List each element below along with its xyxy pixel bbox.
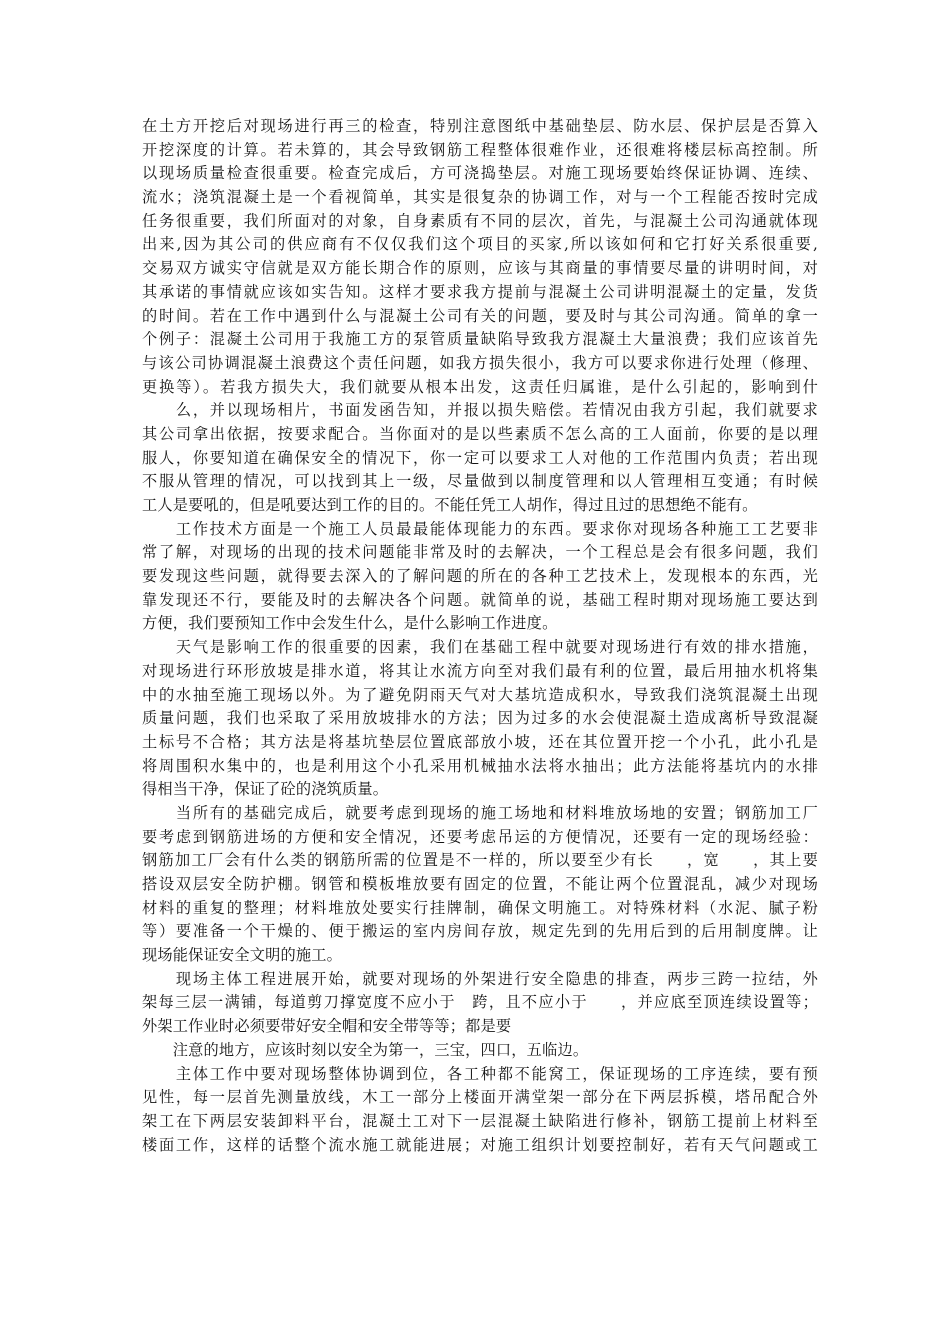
text-line: 不服从管理的情况，可以找到其上一级，尽量做到以制度管理和以人管理相互变通；有时候 [142, 472, 818, 491]
text-line: 工人是要吼的，但是吼要达到工作的目的。不能任凭工人胡作，得过且过的思想绝不能有。 [142, 496, 758, 514]
text-line: 交易双方诚实守信就是双方能长期合作的原则，应该与其商量的事情要尽量的讲明时间，对 [142, 259, 818, 278]
text-line: 在土方开挖后对现场进行再三的检查，特别注意图纸中基础垫层、防水层、保护层是否算入 [142, 117, 818, 135]
text-line: 钢筋加工厂会有什么类的钢筋所需的位置是不一样的，所以要至少有长 ，宽 ，其上要 [142, 851, 818, 870]
text-line: 对现场进行环形放坡是排水道，将其让水流方向至对我们最有利的位置，最后用抽水机将集 [142, 661, 818, 680]
text-line: 架每三层一满铺，每道剪刀撑宽度不应小于 跨，且不应小于 ，并应底至顶连续设置等； [142, 993, 818, 1012]
text-line: 将周围积水集中的，也是利用这个小孔采用机械抽水法将水抽出；此方法能将基坑内的水排 [142, 756, 818, 775]
body-text [142, 115, 818, 1157]
text-line: 以现场质量检查很重要。检查完成后，方可浇捣垫层。对施工现场要始终保证协调、连续、 [142, 164, 818, 183]
text-line: 土标号不合格；其方法是将基坑垫层位置底部放小坡，还在其位置开挖一个小孔，此小孔是 [142, 732, 818, 751]
text-line: 要发现这些问题，就得要去深入的了解问题的所在的各种工艺技术上，发现根本的东西，光 [142, 567, 818, 586]
text-line: 靠发现还不行，要能及时的去解决各个问题。就简单的说，基础工程时期对现场施工要达到 [142, 590, 818, 609]
text-line: 方便，我们要预知工作中会发生什么，是什么影响工作进度。 [142, 614, 558, 633]
text-line: 外架工作业时必须要带好安全帽和安全带等等；都是要 [142, 1017, 512, 1036]
text-line: 任务很重要，我们所面对的对象，自身素质有不同的层次，首先，与混凝土公司沟通就体现 [142, 211, 818, 230]
text-line: 搭设双层安全防护棚。钢管和模板堆放要有固定的位置，不能让两个位置混乱，减少对现场 [142, 875, 818, 893]
text-line: 现场主体工程进展开始，就要对现场的外架进行安全隐患的排查，两步三跨一拉结，外 [142, 969, 818, 988]
text-line: 常了解，对现场的出现的技术问题能非常及时的去解决，一个工程总是会有很多问题，我们 [142, 543, 818, 562]
text-line: 流水；浇筑混凝土是一个看视简单，其实是很复杂的协调工作，对与一个工程能否按时完成 [142, 188, 818, 207]
text-line: 得相当干净，保证了砼的浇筑质量。 [142, 780, 389, 799]
text-line: 材料的重复的整理；材料堆放处要实行挂牌制，确保文明施工。对特殊材料（水泥、腻子粉 [142, 898, 818, 917]
text-line: 么，并以现场相片，书面发函告知，并报以损失赔偿。若情况由我方引起，我们就要求 [142, 401, 818, 420]
text-line: 更换等）。若我方损失大，我们就要从根本出发，这责任归属谁，是什么引起的，影响到什 [142, 377, 818, 396]
text-line: 与该公司协调混凝土浪费这个责任问题，如我方损失很小，我方可以要求你进行处理（修理、 [142, 353, 818, 372]
text-line: 中的水抽至施工现场以外。为了避免阴雨天气对大基坑造成积水，导致我们浇筑混凝土出现 [142, 685, 818, 704]
text-line: 见性，每一层首先测量放线，木工一部分上楼面开满堂架一部分在下两层拆模，塔吊配合外 [142, 1088, 818, 1107]
text-line: 等）要准备一个干燥的、便于搬运的室内房间存放，规定先到的先用后到的后用制度牌。让 [142, 922, 818, 941]
text-line: 其公司拿出依据，按要求配合。当你面对的是以些素质不怎么高的工人面前，你要的是以理 [142, 424, 818, 443]
text-line: 其承诺的事情就应该如实告知。这样才要求我方提前与混凝土公司讲明混凝土的定量，发货 [142, 282, 818, 301]
text-line: 主体工作中要对现场整体协调到位，各工种都不能窝工，保证现场的工序连续，要有预 [142, 1064, 818, 1083]
text-line: 架工在下两层安装卸料平台，混凝土工对下一层混凝土缺陷进行修补，钢筋工提前上材料至 [142, 1111, 818, 1130]
text-line: 天气是影响工作的很重要的因素，我们在基础工程中就要对现场进行有效的排水措施， [142, 638, 818, 657]
text-line: 个例子：混凝土公司用于我施工方的泵管质量缺陷导致我方混凝土大量浪费；我们应该首先 [142, 330, 818, 349]
text-line: 现场能保证安全文明的施工。 [142, 946, 343, 965]
text-line: 出来,因为其公司的供应商有不仅仅我们这个项目的买家,所以该如何和它打好关系很重要, [142, 235, 818, 254]
text-line: 质量问题，我们也采取了采用放坡排水的方法；因为过多的水会使混凝土造成离析导致混凝 [142, 709, 818, 728]
text-line: 楼面工作，这样的话整个流水施工就能进展；对施工组织计划要控制好，若有天气问题或工 [142, 1135, 818, 1154]
text-line: 当所有的基础完成后，就要考虑到现场的施工场地和材料堆放场地的安置；钢筋加工厂 [142, 803, 818, 822]
text-line: 注意的地方，应该时刻以安全为第一，三宝，四口，五临边。 [142, 1040, 589, 1059]
text-line: 要考虑到钢筋进场的方便和安全情况，还要考虑吊运的方便情况，还要有一定的现场经验： [142, 827, 818, 846]
text-line: 服人，你要知道在确保安全的情况下，你一定可以要求工人对他的工作范围内负责；若出现 [142, 448, 818, 467]
text-line: 工作技术方面是一个施工人员最最能体现能力的东西。要求你对现场各种施工工艺要非 [142, 519, 818, 538]
text-line: 的时间。若在工作中遇到什么与混凝土公司有关的问题，要及时与其公司沟通。简单的拿一 [142, 306, 818, 325]
text-line: 开挖深度的计算。若未算的，其会导致钢筋工程整体很难作业，还很难将楼层标高控制。所 [142, 140, 818, 159]
